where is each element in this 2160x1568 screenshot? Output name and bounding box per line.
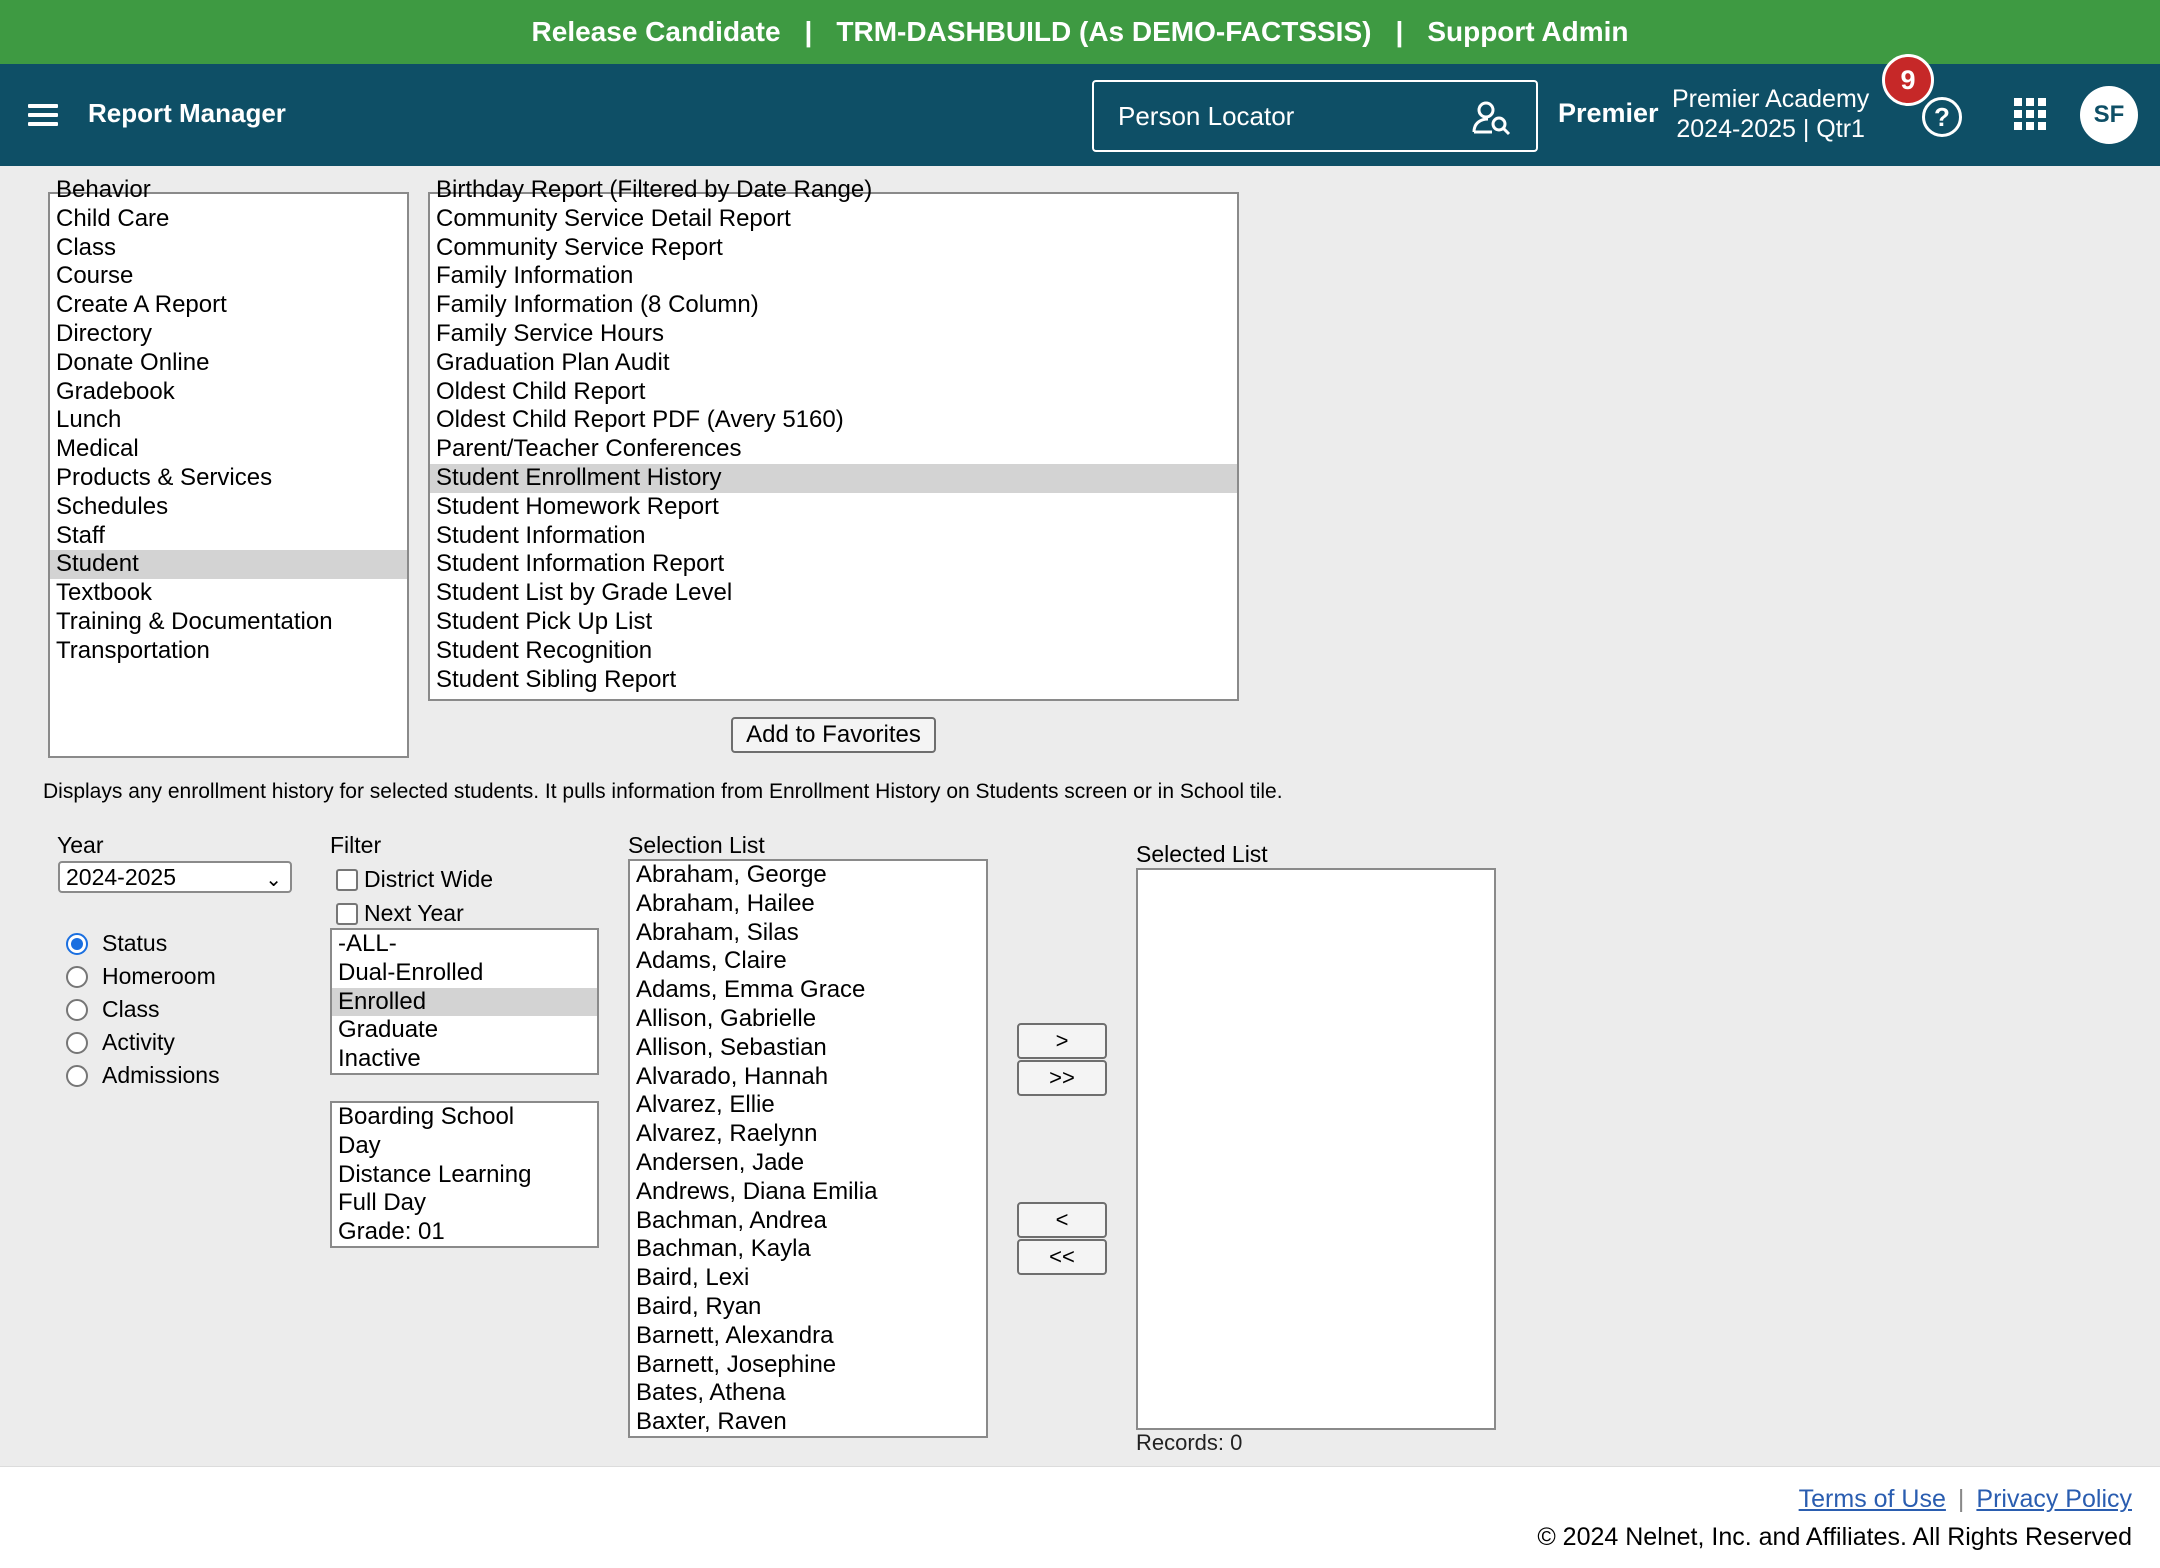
terms-of-use-link[interactable]: Terms of Use <box>1798 1485 1946 1513</box>
school-name: Premier Academy <box>1672 85 1870 113</box>
add-selected-button[interactable]: > <box>1017 1023 1107 1059</box>
list-item[interactable]: Directory <box>56 319 153 347</box>
list-item[interactable]: Baxter, Raven <box>636 1408 787 1436</box>
list-item[interactable]: Schedules <box>56 492 169 520</box>
group-by-option[interactable] <box>66 930 167 957</box>
report-description: Displays any enrollment history for selected students. It pulls information from Enrollment History on Students screen or in School tile. <box>43 780 1283 803</box>
group-by-option[interactable] <box>66 1062 220 1089</box>
list-item[interactable]: Child Care <box>56 204 170 232</box>
group-by-option[interactable] <box>66 996 160 1023</box>
apps-grid-icon[interactable] <box>2014 98 2046 130</box>
list-item[interactable]: Family Information (8 Column) <box>436 291 759 319</box>
selected-list-label: Selected List <box>1136 841 1268 867</box>
selection-list-label: Selection List <box>628 832 765 858</box>
list-item[interactable]: Allison, Sebastian <box>636 1033 827 1061</box>
person-locator-placeholder: Person Locator <box>1118 100 1295 131</box>
list-item[interactable]: Products & Services <box>56 463 273 491</box>
brand-label: Premier <box>1558 98 1659 128</box>
list-item[interactable]: Alvarado, Hannah <box>636 1062 829 1090</box>
footer <box>0 1466 2160 1568</box>
list-item[interactable]: Parent/Teacher Conferences <box>436 435 742 463</box>
page-title: Report Manager <box>88 98 286 128</box>
radio-button[interactable] <box>66 999 88 1021</box>
add-all-button[interactable]: >> <box>1017 1060 1107 1096</box>
list-item[interactable]: Textbook <box>56 579 153 607</box>
env-separator: | <box>1395 16 1404 47</box>
help-icon[interactable]: ? <box>1922 97 1962 137</box>
list-item[interactable]: Day <box>338 1131 381 1159</box>
user-avatar[interactable]: SF <box>2080 86 2138 144</box>
year-value: 2024-2025 <box>66 863 176 890</box>
list-item[interactable]: Student Information Report <box>436 550 725 578</box>
school-switcher[interactable] <box>1672 84 1869 144</box>
env-user-label: Support Admin <box>1427 16 1629 47</box>
footer-links <box>1799 1485 2132 1514</box>
list-item[interactable]: Staff <box>56 521 105 549</box>
radio-button[interactable] <box>66 1032 88 1054</box>
list-item[interactable]: Medical <box>56 435 139 463</box>
list-item[interactable]: Transportation <box>56 636 210 664</box>
environment-banner <box>0 0 2160 64</box>
list-item[interactable]: Abraham, George <box>636 861 827 888</box>
list-item[interactable]: Oldest Child Report <box>436 377 646 405</box>
menu-icon[interactable] <box>28 104 58 126</box>
status-filter-list[interactable] <box>330 928 599 1075</box>
school-term: 2024-2025 | Qtr1 <box>1676 115 1865 143</box>
list-item[interactable]: Student Pick Up List <box>436 607 653 635</box>
copyright-text: © 2024 Nelnet, Inc. and Affiliates. All Rights Reserved <box>1537 1523 2132 1551</box>
year-select[interactable] <box>58 861 292 893</box>
next-year-checkbox[interactable] <box>336 903 358 925</box>
list-item[interactable]: Alvarez, Raelynn <box>636 1120 818 1148</box>
footer-separator: | <box>1957 1485 1965 1513</box>
district-wide-checkbox[interactable] <box>336 869 358 891</box>
list-item[interactable]: Student Sibling Report <box>436 665 677 693</box>
list-item[interactable]: Behavior <box>56 176 151 203</box>
report-category-list[interactable] <box>48 176 409 758</box>
env-release-label: Release Candidate <box>531 16 781 47</box>
radio-label: Class <box>102 996 160 1022</box>
list-item[interactable]: Barnett, Josephine <box>636 1350 837 1378</box>
list-item[interactable]: Bachman, Andrea <box>636 1206 827 1234</box>
list-item[interactable]: Student List by Grade Level <box>436 579 733 607</box>
remove-selected-button[interactable]: < <box>1017 1202 1107 1238</box>
list-item[interactable]: Adams, Claire <box>636 947 787 975</box>
list-item[interactable]: Community Service Report <box>436 233 723 261</box>
list-item[interactable]: Andrews, Diana Emilia <box>636 1177 878 1205</box>
list-item[interactable]: Class <box>56 233 117 261</box>
add-to-favorites-button[interactable]: Add to Favorites <box>731 717 936 753</box>
list-item[interactable]: Training & Documentation <box>56 607 333 635</box>
env-separator: | <box>804 16 813 47</box>
list-item[interactable]: Student Recognition <box>436 636 653 664</box>
list-item[interactable]: Graduate <box>338 1016 439 1044</box>
list-item[interactable]: Distance Learning <box>338 1160 532 1188</box>
person-locator-input[interactable] <box>1092 80 1538 152</box>
list-item[interactable]: Family Information <box>436 262 634 290</box>
app-header <box>0 64 2160 166</box>
list-item[interactable]: Boarding School <box>338 1103 515 1130</box>
list-item[interactable]: Alvarez, Ellie <box>636 1091 775 1119</box>
list-item[interactable]: Birthday Report (Filtered by Date Range) <box>436 176 873 203</box>
list-item[interactable]: Baird, Lexi <box>636 1264 750 1292</box>
list-item[interactable]: Oldest Child Report PDF (Avery 5160) <box>436 406 844 434</box>
list-item[interactable]: Student Enrollment History <box>430 464 1237 493</box>
list-item[interactable]: Bachman, Kayla <box>636 1235 811 1263</box>
radio-label: Homeroom <box>102 963 216 989</box>
remove-all-button[interactable]: << <box>1017 1239 1107 1275</box>
radio-button[interactable] <box>66 933 88 955</box>
list-item[interactable]: Gradebook <box>56 377 175 405</box>
list-item[interactable]: Family Service Hours <box>436 319 665 347</box>
records-count: Records: 0 <box>1136 1430 1243 1455</box>
list-item[interactable]: Community Service Detail Report <box>436 204 791 232</box>
list-item[interactable]: Donate Online <box>56 348 210 376</box>
list-item[interactable]: Full Day <box>338 1189 427 1217</box>
list-item[interactable]: Adams, Emma Grace <box>636 976 866 1004</box>
privacy-policy-link[interactable]: Privacy Policy <box>1976 1485 2132 1513</box>
next-year-option[interactable] <box>336 900 464 927</box>
list-item[interactable]: Inactive <box>338 1045 421 1073</box>
list-item[interactable]: Abraham, Hailee <box>636 889 815 917</box>
group-by-option[interactable] <box>66 963 216 990</box>
list-item[interactable]: Lunch <box>56 406 122 434</box>
list-item[interactable]: Baird, Ryan <box>636 1292 762 1320</box>
list-item[interactable]: Grade: 01 <box>338 1218 445 1246</box>
notification-badge[interactable]: 9 <box>1882 54 1934 106</box>
list-item[interactable]: Enrolled <box>332 988 597 1017</box>
list-item[interactable]: Student Homework Report <box>436 492 719 520</box>
person-search-icon[interactable] <box>1472 100 1512 136</box>
selected-list[interactable] <box>1136 868 1496 1430</box>
list-item[interactable]: Andersen, Jade <box>636 1148 805 1176</box>
list-item[interactable]: Abraham, Silas <box>636 918 799 946</box>
env-database-label: TRM-DASHBUILD (As DEMO-FACTSSIS) <box>836 16 1372 47</box>
radio-label: Activity <box>102 1029 175 1055</box>
radio-label: Admissions <box>102 1062 220 1088</box>
next-year-label: Next Year <box>364 900 464 926</box>
type-filter-list[interactable] <box>330 1101 599 1248</box>
list-item[interactable]: Graduation Plan Audit <box>436 348 670 376</box>
list-item[interactable]: -ALL- <box>338 930 397 957</box>
group-by-option[interactable] <box>66 1029 175 1056</box>
filter-label: Filter <box>330 832 382 858</box>
list-item[interactable]: Student <box>50 550 407 579</box>
chevron-down-icon: ⌄ <box>265 869 282 891</box>
district-wide-option[interactable] <box>336 866 493 893</box>
district-wide-label: District Wide <box>364 866 494 892</box>
radio-button[interactable] <box>66 966 88 988</box>
selection-list[interactable] <box>628 859 988 1438</box>
radio-label: Status <box>102 930 168 956</box>
list-item[interactable]: Student Information <box>436 521 646 549</box>
list-item[interactable]: Create A Report <box>56 291 227 319</box>
list-item[interactable]: Bates, Athena <box>636 1379 786 1407</box>
list-item[interactable]: Dual-Enrolled <box>338 958 484 986</box>
list-item[interactable]: Course <box>56 262 134 290</box>
year-label: Year <box>57 832 104 858</box>
report-list[interactable] <box>428 176 1239 701</box>
radio-button[interactable] <box>66 1065 88 1087</box>
list-item[interactable]: Barnett, Alexandra <box>636 1321 834 1349</box>
list-item[interactable]: Allison, Gabrielle <box>636 1004 817 1032</box>
